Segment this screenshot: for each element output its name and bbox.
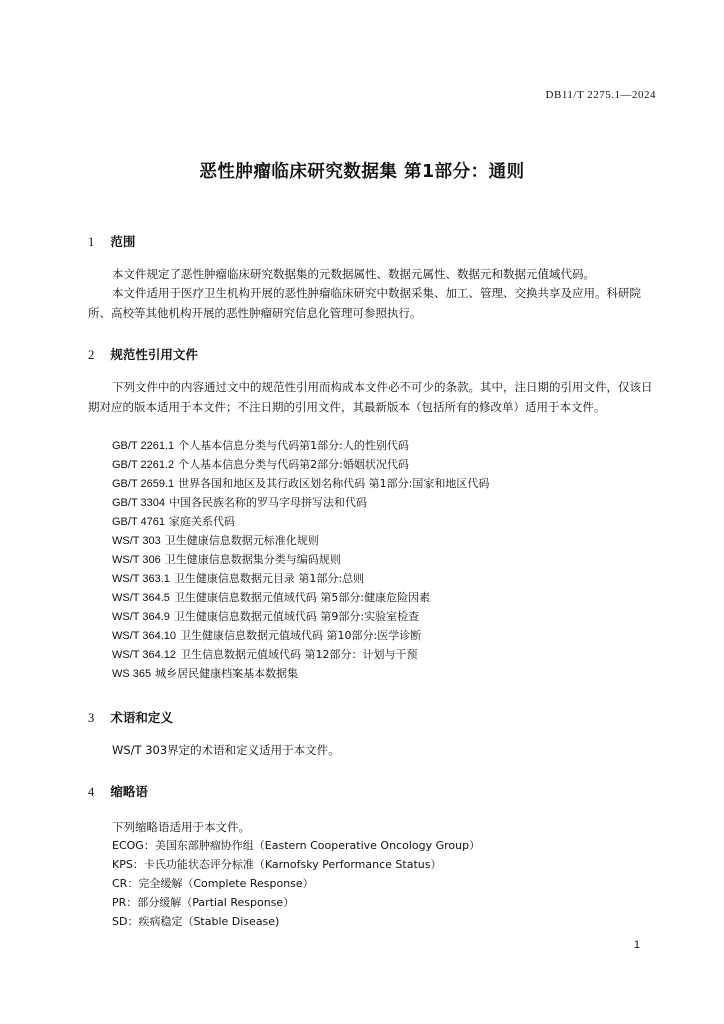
reference-item [112, 590, 430, 606]
reference-title: 卫生健康信息数据集分类与编码规则 [164, 553, 341, 566]
reference-code: WS/T 364.5 [112, 592, 170, 604]
section-2-intro: 下列文件中的内容通过文中的规范性引用而构成本文件必不可少的条款。其中，注日期的引用文件，仅该日期对应的版本适用于本文件；不注日期的引用文件，其最新版本（包括所有的修改单）适用于本文件。 [88, 380, 653, 414]
section-1-paragraph-2: 本文件适用于医疗卫生机构开展的恶性肿瘤临床研究中数据采集、加工、管理、交换共享及应用。科研院所、高校等其他机构开展的恶性肿瘤研究信息化管理可参照执行。 [88, 286, 641, 320]
reference-code: GB/T 2261.2 [112, 459, 175, 471]
section-3-title: 术语和定义 [110, 710, 173, 725]
section-3-heading [88, 708, 173, 726]
reference-code: WS/T 364.9 [112, 611, 170, 623]
reference-item [112, 666, 298, 682]
abbreviation-item: CR：完全缓解（Complete Response） [112, 877, 314, 890]
section-1-number: 1 [88, 235, 95, 249]
section-3-text: WS/T 303界定的术语和定义适用于本文件。 [112, 743, 340, 757]
reference-title: 卫生健康信息数据元标准化规则 [164, 534, 319, 547]
page-number: 1 [633, 939, 640, 951]
reference-code: WS/T 303 [112, 535, 161, 547]
reference-title: 家庭关系代码 [169, 515, 235, 528]
reference-item [112, 438, 409, 454]
reference-code: WS/T 364.12 [112, 649, 176, 661]
section-4-number: 4 [88, 785, 95, 799]
abbreviation-item: KPS：卡氏功能状态评分标准（Karnofsky Performance Status） [112, 858, 442, 871]
reference-code: GB/T 3304 [112, 497, 165, 509]
section-1-heading [88, 232, 135, 250]
reference-item [112, 476, 489, 492]
reference-title: 个人基本信息分类与代码第2部分:婚姻状况代码 [178, 458, 409, 471]
abbreviation-item: SD：疾病稳定（Stable Disease) [112, 915, 280, 928]
reference-code: GB/T 2261.1 [112, 440, 175, 452]
reference-item [112, 647, 418, 663]
reference-title: 卫生健康信息数据元值域代码 第5部分:健康危险因素 [173, 591, 431, 604]
reference-code: WS/T 306 [112, 554, 161, 566]
reference-title: 卫生健康信息数据元值域代码 第9部分:实验室检查 [173, 610, 420, 623]
reference-code: WS/T 363.1 [112, 573, 170, 585]
section-1-paragraph-1: 本文件规定了恶性肿瘤临床研究数据集的元数据属性、数据元属性、数据元和数据元值域代码。 [112, 267, 595, 281]
abbreviation-item: ECOG：美国东部肿瘤协作组（Eastern Cooperative Oncology Group） [112, 839, 481, 852]
section-2-number: 2 [88, 348, 95, 362]
reference-item [112, 514, 235, 530]
document-title: 恶性肿瘤临床研究数据集 第1部分：通则 [199, 162, 525, 182]
reference-item [112, 552, 341, 568]
reference-title: 卫生信息数据元值域代码 第12部分：计划与干预 [180, 648, 418, 661]
reference-title: 世界各国和地区及其行政区划名称代码 第1部分:国家和地区代码 [178, 477, 490, 490]
reference-code: GB/T 4761 [112, 516, 165, 528]
reference-code: WS 365 [112, 668, 152, 680]
reference-item [112, 457, 409, 473]
reference-item [112, 609, 419, 625]
document-code: DB11/T 2275.1—2024 [545, 89, 656, 101]
reference-code: WS/T 364.10 [112, 630, 176, 642]
reference-title: 卫生健康信息数据元目录 第1部分:总则 [173, 572, 365, 585]
reference-item [112, 571, 364, 587]
reference-item [112, 533, 319, 549]
section-3-number: 3 [88, 711, 95, 725]
section-4-title: 缩略语 [110, 784, 148, 799]
section-2-heading [88, 345, 198, 363]
section-1-title: 范围 [110, 234, 136, 249]
reference-item [112, 628, 421, 644]
reference-title: 卫生健康信息数据元值域代码 第10部分:医学诊断 [180, 629, 422, 642]
reference-code: GB/T 2659.1 [112, 478, 175, 490]
reference-item [112, 495, 367, 511]
section-4-heading [88, 782, 148, 800]
reference-title: 个人基本信息分类与代码第1部分:人的性别代码 [178, 439, 409, 452]
section-4-intro: 下列缩略语适用于本文件。 [112, 820, 250, 834]
reference-title: 中国各民族名称的罗马字母拼写法和代码 [169, 496, 367, 509]
abbreviation-item: PR：部分缓解（Partial Response） [112, 896, 295, 909]
section-2-title: 规范性引用文件 [110, 347, 198, 362]
reference-title: 城乡居民健康档案基本数据集 [155, 667, 299, 680]
